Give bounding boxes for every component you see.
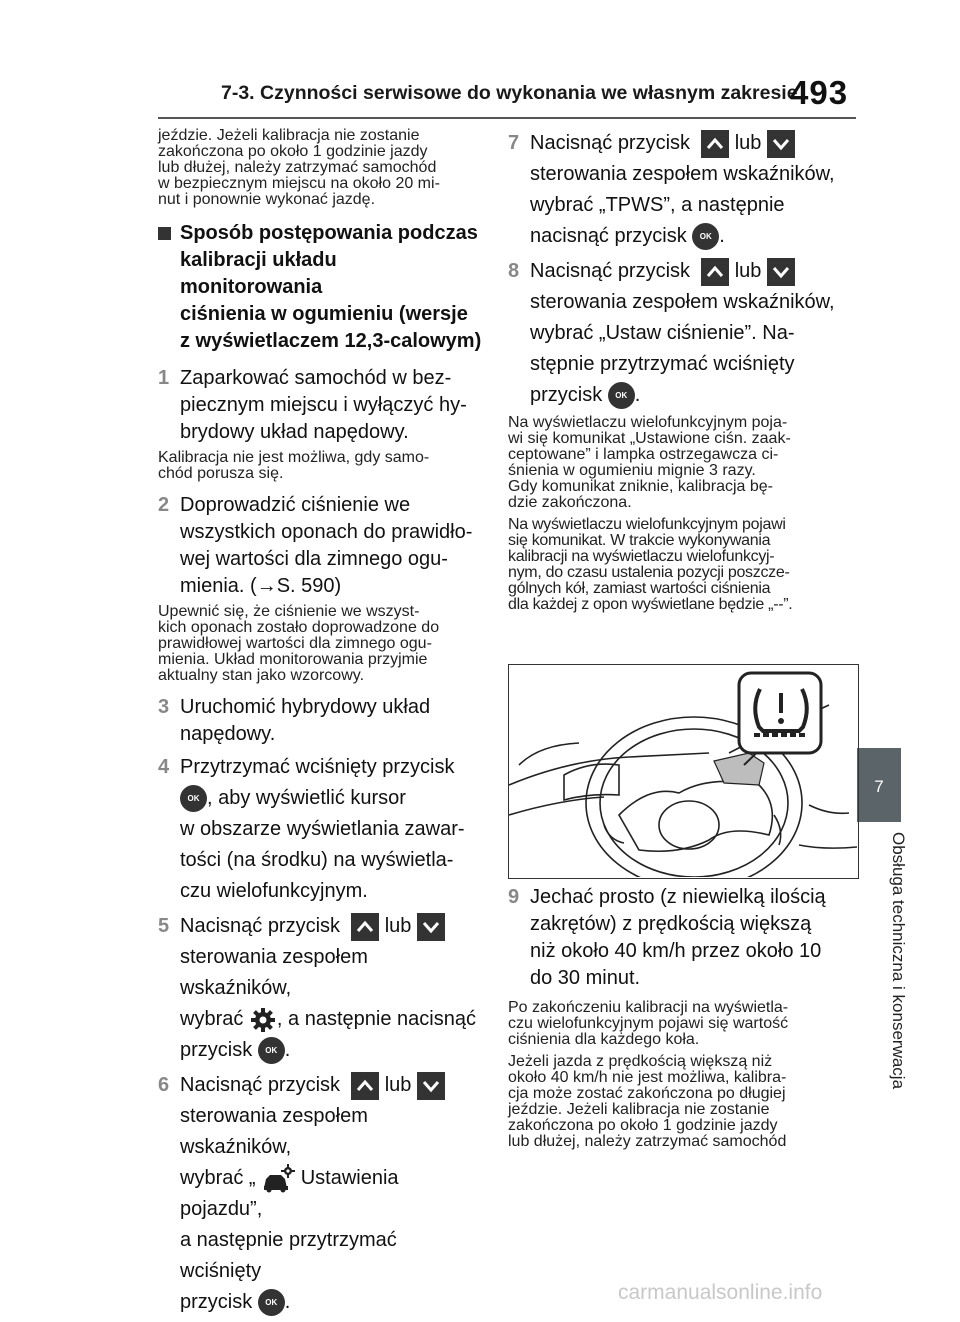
step-8-note-b: Na wyświetlaczu wielofunkcyjnym pojawi się komunikat. W trakcie wykonywania kalibracji na wyświetlaczu wielofunkcyj- nym, do czasu ustalenia pozycji poszcze- gólnych kół, zamiast wartości ciśnienia dla każdej z opon wyświetlane będzie „--”.: [508, 516, 793, 613]
step-7: 7 Nacisnąć przycisk lub sterowania zespołem wskaźników, wybrać „TPWS”, a następnie nacisnąć przycisk OK .: [508, 128, 843, 252]
up-arrow-button-icon: [701, 130, 729, 158]
down-arrow-button-icon: [417, 913, 445, 941]
car-settings-icon: [261, 1164, 295, 1194]
right-column-lower: [508, 884, 843, 1156]
heading-square-icon: [158, 227, 171, 240]
left-column: [158, 120, 482, 1322]
gear-icon: [249, 1006, 277, 1034]
step-5: 5 Nacisnąć przycisk lub sterowania zespołem wskaźników, wybrać , a następnie nacisnąć przycisk OK .: [158, 911, 482, 1066]
up-arrow-button-icon: [351, 1072, 379, 1100]
step-1: 1 Zaparkować samochód w bez- piecznym miejscu i wyłączyć hy- brydowy układ napędowy.: [158, 367, 467, 443]
right-column: [508, 128, 843, 619]
chapter-tab[interactable]: 7: [857, 748, 901, 822]
step-4: 4 Przytrzymać wciśnięty przycisk OK , aby wyświetlić kursor w obszarze wyświetlania zawar- tości (na środku) na wyświetla- czu wielofunkcyjnym.: [158, 756, 465, 902]
section-heading: Sposób postępowania podczas kalibracji układu monitorowania ciśnienia w ogumieniu (wersje z wyświetlaczem 12,3-calowym): [158, 220, 482, 355]
down-arrow-button-icon: [417, 1072, 445, 1100]
down-arrow-button-icon: [767, 130, 795, 158]
steering-wheel-illustration: [508, 664, 859, 879]
intro-note: jeździe. Jeżeli kalibracja nie zostanie zakończona po około 1 godzinie jazdy lub dłużej, należy zatrzymać samochód w bezpiecznym miejscu na około 20 mi- nut i ponownie wykonać jazdę.: [158, 127, 440, 208]
ok-button-icon: OK: [608, 382, 635, 409]
step-9-note-b: Jeżeli jazda z prędkością większą niż około 40 km/h nie jest możliwa, kalibra- cja może zostać zakończona po długiej jeździe. Jeżeli kalibracja nie zostanie zakończona po około 1 godzinie jazdy lub dłużej, należy zatrzymać samochód: [508, 1053, 787, 1150]
step-3: 3 Uruchomić hybrydowy układ napędowy.: [158, 696, 431, 745]
running-header: 7-3. Czynności serwisowe do wykonania we własnym zakresie: [221, 82, 798, 104]
step-1-note: Kalibracja nie jest możliwa, gdy samo- chód porusza się.: [158, 449, 430, 482]
step-9-note-a: Po zakończeniu kalibracji na wyświetla- czu wielofunkcyjnym pojawi się wartość ciśnienia dla każdego koła.: [508, 999, 789, 1048]
up-arrow-button-icon: [701, 258, 729, 286]
up-arrow-button-icon: [351, 913, 379, 941]
page-number: 493: [790, 74, 849, 111]
header-rule: [158, 117, 856, 119]
down-arrow-button-icon: [767, 258, 795, 286]
step-6: 6 Nacisnąć przycisk lub sterowania zespołem wskaźników, wybrać „ Ustawienia pojazdu”, a następnie przytrzymać wciśnięty przycisk OK .: [158, 1070, 482, 1318]
chapter-label: Obsługa techniczna i konserwacja: [889, 832, 908, 1090]
step-2: 2 Doprowadzić ciśnienie we wszystkich oponach do prawidło- wej wartości dla zimnego ogu- mienia. (→S. 590): [158, 494, 473, 597]
dashboard-drawing: [509, 665, 857, 877]
step-9: 9 Jechać prosto (z niewielką ilością zakrętów) z prędkością większą niż około 40 km/h przez około 10 do 30 minut.: [508, 886, 826, 989]
watermark: carmanualsonline.info: [618, 1281, 823, 1304]
ok-button-icon: OK: [258, 1037, 285, 1064]
step-8-note-a: Na wyświetlaczu wielofunkcyjnym poja- wi się komunikat „Ustawione ciśn. zaak- ceptowane” i lampka ostrzegawcza ci- śnienia w ogumieniu mignie 3 razy. Gdy komunikat zniknie, kalibracja bę- dzie zakończona.: [508, 414, 791, 511]
step-8: 8 Nacisnąć przycisk lub sterowania zespołem wskaźników, wybrać „Ustaw ciśnienie”. Na- stępnie przytrzymać wciśnięty przycisk OK .: [508, 256, 843, 411]
ok-button-icon: OK: [692, 223, 719, 250]
ok-button-icon: OK: [258, 1289, 285, 1316]
ok-button-icon: OK: [180, 785, 207, 812]
step-2-note: Upewnić się, że ciśnienie we wszyst- kich oponach zostało doprowadzone do prawidłowej wartości dla zimnego ogu- mienia. Układ monitorowania przyjmie aktualny stan jako wzorcowy.: [158, 603, 440, 684]
